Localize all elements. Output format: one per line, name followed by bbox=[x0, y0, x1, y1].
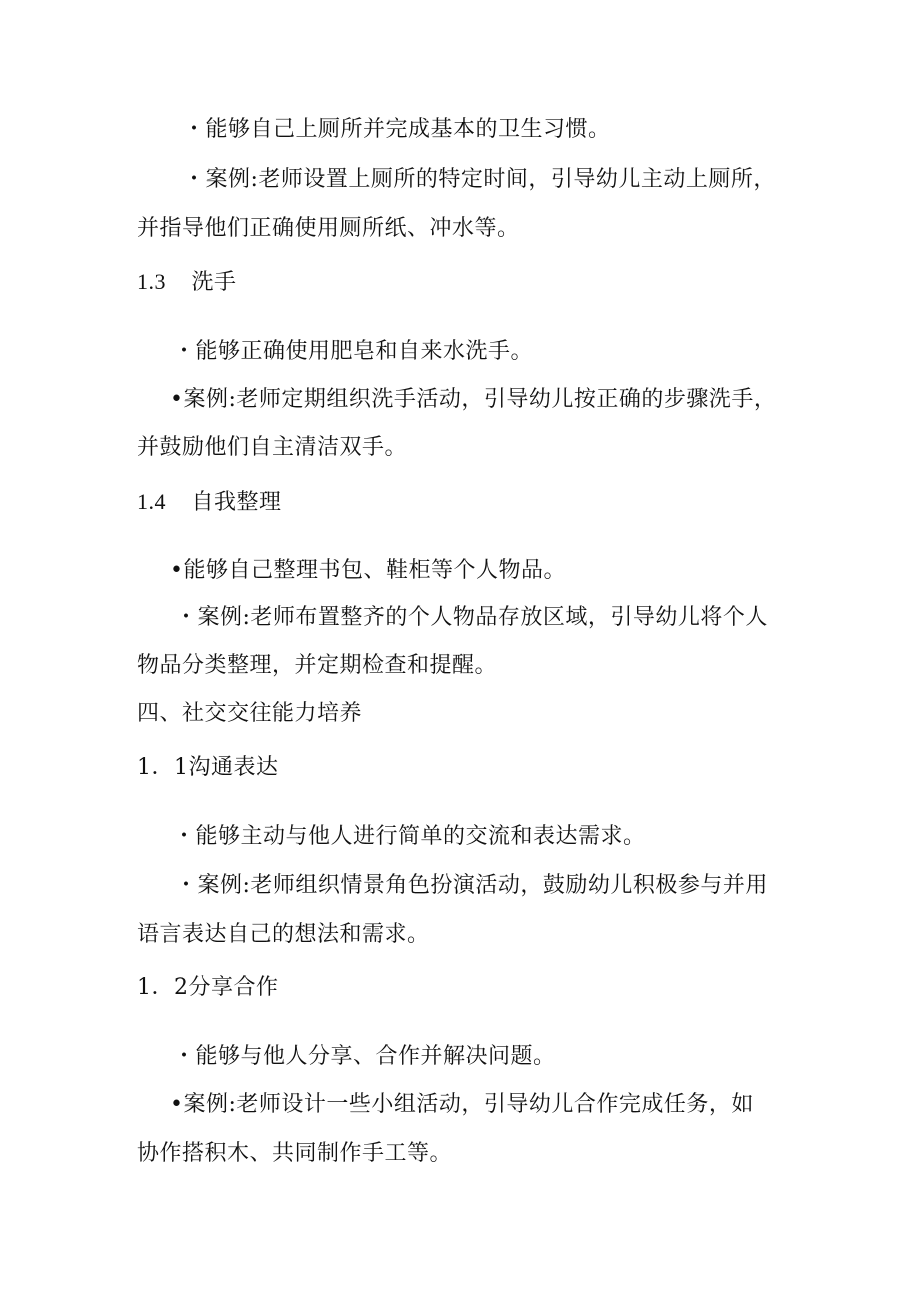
sharing-ability: ・能够与他人分享、合作并解决问题。 bbox=[173, 1044, 556, 1069]
communication-ability: ・能够主动与他人进行简单的交流和表达需求。 bbox=[173, 824, 646, 849]
toilet-case-line-1: ・案例:老师设置上厕所的特定时间，引导幼儿主动上厕所， bbox=[183, 167, 776, 192]
sharing-heading: 1．2分享合作 bbox=[137, 975, 279, 1000]
communication-case-line-1: ・案例:老师组织情景角色扮演活动，鼓励幼儿积极参与并用 bbox=[175, 873, 768, 898]
sharing-case-line-1: •案例:老师设计一些小组活动，引导幼儿合作完成任务，如 bbox=[170, 1092, 754, 1117]
toilet-ability: ・能够自己上厕所并完成基本的卫生习惯。 bbox=[183, 117, 611, 142]
handwashing-case-line-2: 并鼓励他们自主清洁双手。 bbox=[137, 435, 408, 460]
self-organize-number: 1.4 bbox=[137, 489, 166, 514]
self-organize-title: 自我整理 bbox=[191, 490, 282, 515]
communication-case-line-2: 语言表达自己的想法和需求。 bbox=[137, 922, 430, 947]
handwashing-case-line-1: •案例:老师定期组织洗手活动，引导幼儿按正确的步骤洗手， bbox=[170, 387, 777, 412]
self-organize-case-line-1: ・案例:老师布置整齐的个人物品存放区域，引导幼儿将个人 bbox=[175, 605, 768, 630]
handwashing-ability: ・能够正确使用肥皂和自来水洗手。 bbox=[173, 339, 534, 364]
communication-heading: 1．1沟通表达 bbox=[137, 755, 279, 780]
handwashing-title: 洗手 bbox=[191, 270, 237, 295]
self-organize-ability: •能够自己整理书包、鞋柜等个人物品。 bbox=[170, 558, 566, 583]
handwashing-number: 1.3 bbox=[137, 269, 166, 294]
section-4-title: 四、社交交往能力培养 bbox=[137, 701, 363, 726]
self-organize-case-line-2: 物品分类整理，并定期检查和提醒。 bbox=[137, 653, 498, 678]
self-organize-heading bbox=[137, 487, 282, 518]
handwashing-heading bbox=[137, 267, 237, 298]
toilet-case-line-2: 并指导他们正确使用厕所纸、冲水等。 bbox=[137, 216, 520, 241]
sharing-case-line-2: 协作搭积木、共同制作手工等。 bbox=[137, 1141, 453, 1166]
